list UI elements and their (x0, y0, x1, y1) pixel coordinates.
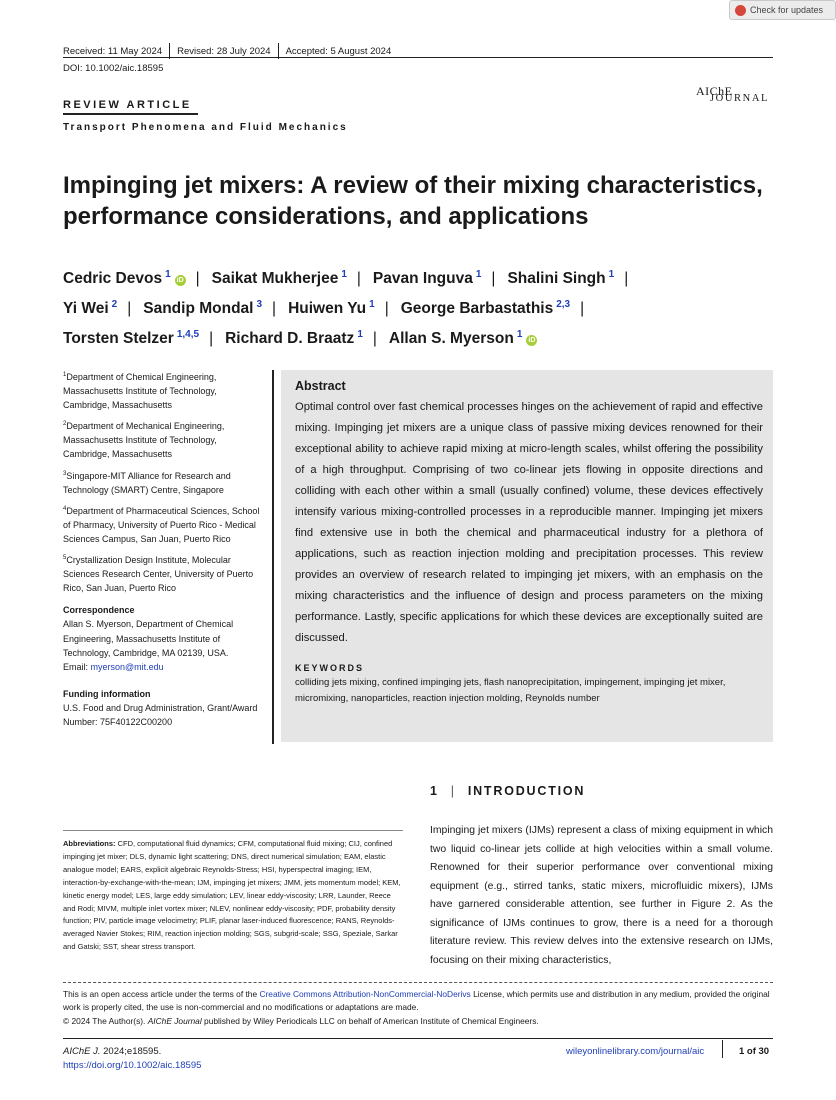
author-separator: | (372, 330, 377, 347)
author-separator: | (491, 270, 496, 287)
introduction-heading: 1 | INTRODUCTION (430, 784, 586, 798)
license-text: This is an open access article under the terms of the Creative Commons Attribution-NonCommercial-NoDerivs License, which permits use and distribution in any medium, provided the original work is properly cited, the use is non-commercial and no modifications or adaptations are made. © 2024 The Author(s). AIChE Journal published by Wiley Periodicals LLC on behalf of American Institute of Chemical Engineers. (63, 989, 770, 1026)
accepted-date: Accepted: 5 August 2024 (285, 45, 392, 57)
author-name: Cedric Devos (63, 270, 163, 287)
author-name: George Barbastathis (400, 300, 554, 317)
orcid-icon[interactable]: iD (176, 277, 184, 284)
affiliation: $^1$Department of Chemical Engineering, Massachusetts Institute of Technology, Cambridge, Massachusetts (63, 372, 217, 411)
affiliation: $^5$Crystallization Design Institute, Molecular Sciences Research Center, University of Puerto Rico, San Juan, Puerto Rico (63, 555, 254, 594)
author-name: Sandip Mondal (143, 300, 254, 317)
author-name: Allan S. Myerson (388, 330, 514, 347)
author-separator: | (272, 300, 277, 317)
author-name: Yi Wei (63, 300, 109, 317)
cc-license-link[interactable]: Creative Commons Attribution-NonCommercial-NoDerivs (259, 989, 471, 999)
author-affiliation-marker: 1 (475, 269, 482, 280)
article-type: REVIEW ARTICLE (63, 99, 192, 111)
article-section: Transport Phenomena and Fluid Mechanics (63, 122, 348, 133)
journal-logo-line1: AIChE (696, 84, 733, 98)
author-list (63, 262, 773, 352)
abstract-heading: Abstract (295, 379, 346, 393)
correspondence-text: Allan S. Myerson, Department of Chemical Engineering, Massachusetts Institute of Technology, Cambridge, MA 02139, USA. Email: myerson@mit.edu (63, 619, 234, 672)
keywords-heading: KEYWORDS (295, 663, 365, 673)
funding-heading: Funding information (63, 688, 151, 699)
correspondence-heading: Correspondence (63, 605, 135, 616)
author-affiliation-marker: 1,4,5 (176, 329, 200, 340)
abstract-text: Optimal control over fast chemical processes hinges on the achievement of rapid and effective mixing. Impinging jet mixers are a unique class of passive mixing devices renowned for their exceptional ability to achieve rapid mixing at micro-length scales, whilst offering the possibility of a high throughput. Comprising of two co-linear jets flowing in opposite directions and colliding with each other within a small (usually confined) volume, these devices effectively intensify various mixing-controlled processes in a reproducible manner. Impinging jet mixers find extensive use in both the chemical and pharmaceutical industry for a plethora of applications, such as reaction injection molding and precipitation processes. This review provides an overview of research related to impinging jet mixers, with an emphasis on the mixing characteristics and the influence of design and process parameters on the mixing performance. Lastly, specific applications for which these devices are exceptionally suited are discussed. (295, 401, 763, 644)
author-name: Richard D. Braatz (225, 330, 355, 347)
author-separator: | (356, 270, 361, 287)
orcid-icon[interactable]: iD (528, 337, 536, 344)
affiliations-column (63, 368, 263, 729)
author-affiliation-marker: 1 (341, 269, 347, 280)
author-affiliation-marker: 1 (516, 329, 523, 340)
author-affiliation-marker: 2 (111, 299, 118, 310)
check-for-updates-button[interactable]: Check for updates (729, 0, 836, 20)
author-separator: | (209, 330, 214, 347)
funding-text: U.S. Food and Drug Administration, Grant/Award Number: 75F40122C00200 (63, 702, 258, 727)
footer-rule (63, 1038, 773, 1039)
abstract-box (281, 370, 773, 742)
author-affiliation-marker: 1 (165, 269, 171, 280)
journal-logo-line2: JOURNAL (710, 93, 770, 104)
article-title: Impinging jet mixers: A review of their mixing characteristics, performance considerations, and applications (63, 172, 763, 230)
page-number: 1 of 30 (739, 1046, 770, 1057)
author-affiliation-marker: 1 (357, 329, 363, 340)
author-affiliation-marker: 3 (256, 299, 263, 310)
abstract-sidebar-rule (272, 370, 274, 744)
doi-link[interactable]: https://doi.org/10.1002/aic.18595 (63, 1060, 202, 1071)
article-type-rule (63, 113, 198, 115)
author-affiliation-marker: 2,3 (556, 299, 571, 310)
author-separator: | (195, 270, 200, 287)
author-separator: | (384, 300, 389, 317)
email-link[interactable]: myerson@mit.edu (90, 661, 164, 672)
author-name: Huiwen Yu (288, 300, 367, 317)
footnote-rule (63, 830, 403, 831)
author-name: Saikat Mukherjee (211, 270, 339, 287)
affiliation-list (63, 368, 263, 595)
license-rule (63, 982, 773, 983)
affiliation: $^2$Department of Mechanical Engineering, Massachusetts Institute of Technology, Cambridge, Massachusetts (63, 421, 225, 460)
abbreviations-footnote: Abbreviations: CFD, computational fluid dynamics; CFM, computational fluid mixing; CIJ, confined impinging jet mixer; DLS, dynamic light scattering; DNS, direct numerical simulation; EAM, elastic analogue model; EARS, explicit algebraic Reynolds-Stress; HSI, hyperspectral imaging; IEM, interaction-by-exchange-with-the-mean; IJM, impinging jet mixers; JMM, jets momentum model; KEM, kinetic energy model; LES, large eddy simulation; LEV, linear eddy-viscosity; LRR, Launder, Reece and Rodi; MIVM, multiple inlet vortex mixer; NLEV, nonlinear eddy-viscosity; PDF, probability density function; PIV, particle image velocimetry; PLIF, planar laser-induced fluorescence; RANS, Reynolds-averaged Navier Stokes; RIM, reaction injection molding; SGS, subgrid-scale; SSG, Speziale, Sarkar and Gatski; SST, shear stress transport. (63, 839, 401, 952)
introduction-text: Impinging jet mixers (IJMs) represent a class of mixing equipment in which two liquid co-linear jets collide at high velocities within a small volume. Renowned for their superior performance over conventional mixing equipment (e.g., stirred tanks, static mixers, microfluidic mixers), IJMs have garnered considerable attention, see further in Figure 2. As the significance of IJMs continues to grow, there is a need for a thorough literature review. This review delves into the extensive research on IJMs, focusing on their mixing characteristics, (430, 825, 773, 966)
author-separator: | (580, 300, 585, 317)
author-affiliation-marker: 1 (369, 299, 375, 310)
journal-logo (694, 84, 774, 108)
author-name: Torsten Stelzer (63, 330, 174, 347)
keywords-text: colliding jets mixing, confined impinging jets, flash nanoprecipitation, impingement, impinging jet mixer, micromixing, nanoparticles, reaction injection molding, Reynolds number (295, 677, 726, 704)
doi: DOI: 10.1002/aic.18595 (63, 63, 164, 74)
received-date: Received: 11 May 2024 (63, 45, 163, 57)
affiliation: $^4$Department of Pharmaceutical Sciences, School of Pharmacy, University of Puerto Rico - Medical Sciences Campus, San Juan, Puerto Rico (63, 505, 260, 544)
author-name: Pavan Inguva (372, 270, 473, 287)
author-affiliation-marker: 1 (608, 269, 615, 280)
affiliation: $^3$Singapore-MIT Alliance for Research and Technology (SMART) Centre, Singapore (63, 470, 231, 495)
author-name: Shalini Singh (507, 270, 606, 287)
journal-url-link[interactable]: wileyonlinelibrary.com/journal/aic (566, 1046, 705, 1057)
check-updates-icon (735, 5, 746, 16)
author-separator: | (127, 300, 132, 317)
citation: AIChE J. 2024;e18595. (63, 1046, 162, 1057)
header-rule (63, 57, 773, 58)
footer-divider (722, 1040, 723, 1058)
author-separator: | (624, 270, 629, 287)
revised-date: Revised: 28 July 2024 (177, 45, 271, 57)
